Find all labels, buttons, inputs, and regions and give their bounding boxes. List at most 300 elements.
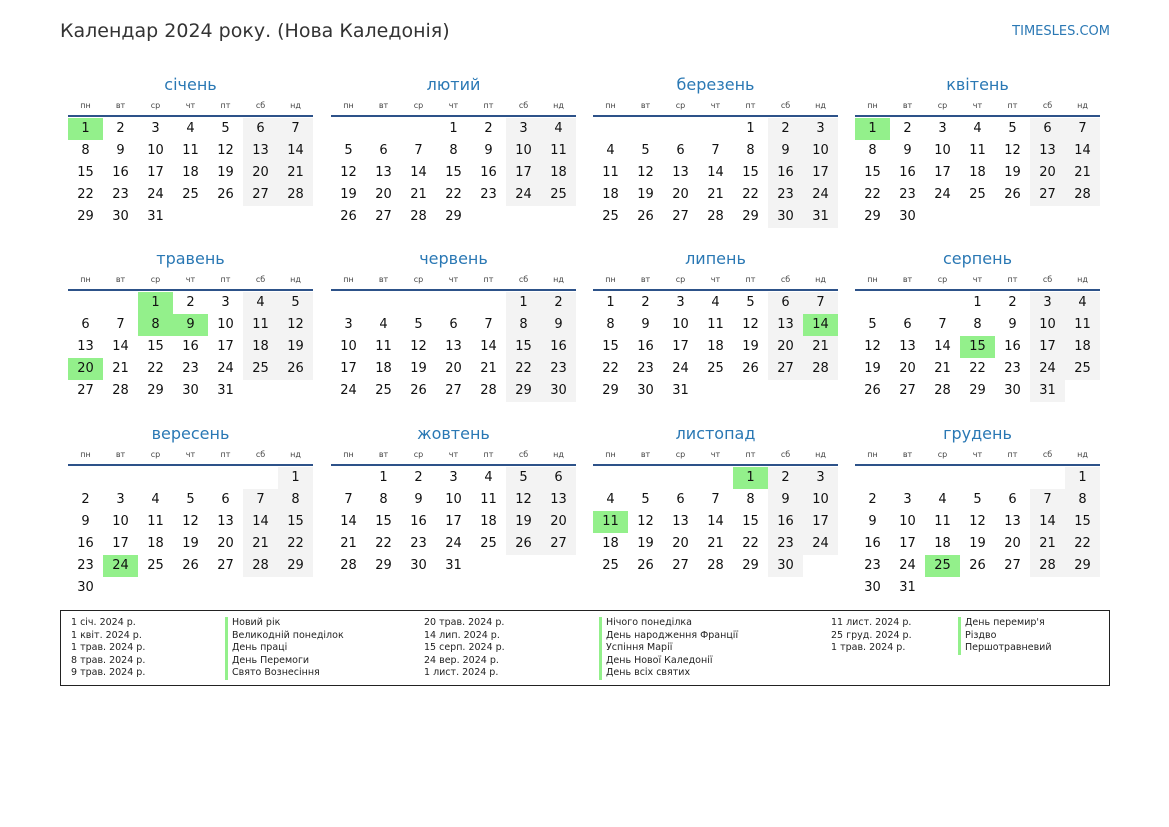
month-name: серпень bbox=[943, 249, 1012, 268]
month-block bbox=[593, 247, 838, 402]
month-name: липень bbox=[685, 249, 746, 268]
day-cell: 31 bbox=[445, 558, 462, 573]
day-cell: 6 bbox=[221, 492, 230, 507]
day-cell: 6 bbox=[243, 118, 278, 140]
day-cell: 1 bbox=[746, 121, 755, 136]
day-cell: 30 bbox=[864, 580, 881, 595]
day-cell: 25 bbox=[1065, 358, 1100, 380]
weekday-label: пт bbox=[745, 101, 756, 110]
day-cell: 26 bbox=[278, 358, 313, 380]
weekday-label: пт bbox=[1007, 275, 1018, 284]
weekday-label: сб bbox=[1042, 450, 1053, 459]
day-cell: 28 bbox=[340, 558, 357, 573]
day-cell: 28 bbox=[243, 555, 278, 577]
day-cell: 9 bbox=[81, 514, 90, 529]
legend-holiday-name: Успіння Марії bbox=[599, 642, 738, 655]
day-cell: 20 bbox=[672, 187, 689, 202]
legend-date: 15 серп. 2024 р. bbox=[424, 642, 505, 654]
day-cell: 1 bbox=[506, 292, 541, 314]
day-cell: 3 bbox=[803, 467, 838, 489]
day-cell: 7 bbox=[1030, 489, 1065, 511]
day-cell: 6 bbox=[1008, 492, 1017, 507]
day-cell: 23 bbox=[864, 558, 881, 573]
day-cell: 14 bbox=[243, 511, 278, 533]
month-block bbox=[331, 73, 576, 228]
weekday-label: чт bbox=[448, 450, 459, 459]
day-cell: 10 bbox=[934, 143, 951, 158]
empty-cell bbox=[243, 467, 278, 489]
day-cell: 15 bbox=[602, 339, 619, 354]
empty-cell bbox=[663, 118, 698, 140]
day-cell: 8 bbox=[746, 492, 755, 507]
empty-cell bbox=[103, 467, 138, 489]
day-cell: 3 bbox=[938, 121, 947, 136]
day-cell: 20 bbox=[899, 361, 916, 376]
legend-holiday-name: Першотравневий bbox=[958, 642, 1052, 655]
day-cell: 8 bbox=[973, 317, 982, 332]
weekday-header bbox=[593, 97, 838, 117]
day-cell: 26 bbox=[864, 383, 881, 398]
day-cell: 6 bbox=[676, 492, 685, 507]
day-cell: 10 bbox=[112, 514, 129, 529]
day-cell: 27 bbox=[1030, 184, 1065, 206]
empty-cell bbox=[960, 467, 995, 489]
empty-cell bbox=[208, 467, 243, 489]
day-cell: 14 bbox=[340, 514, 357, 529]
weekday-label: чт bbox=[972, 275, 983, 284]
day-cell: 10 bbox=[147, 143, 164, 158]
day-cell: 19 bbox=[217, 165, 234, 180]
empty-cell bbox=[593, 118, 628, 140]
day-cell: 20 bbox=[445, 361, 462, 376]
weekday-label: ср bbox=[675, 450, 686, 459]
day-cell: 9 bbox=[116, 143, 125, 158]
day-cell: 29 bbox=[445, 209, 462, 224]
weekday-header bbox=[593, 271, 838, 291]
weekday-header bbox=[331, 97, 576, 117]
day-cell: 29 bbox=[375, 558, 392, 573]
day-cell: 5 bbox=[221, 121, 230, 136]
weekday-label: сб bbox=[1042, 275, 1053, 284]
day-cell: 19 bbox=[506, 511, 541, 533]
day-cell: 12 bbox=[278, 314, 313, 336]
day-cell: 21 bbox=[278, 162, 313, 184]
day-cell: 9 bbox=[414, 492, 423, 507]
day-cell: 24 bbox=[340, 383, 357, 398]
legend-dates-column bbox=[71, 617, 145, 680]
day-cell: 2 bbox=[1008, 295, 1017, 310]
month-name: грудень bbox=[943, 424, 1012, 443]
weekday-label: чт bbox=[972, 450, 983, 459]
day-cell: 30 bbox=[637, 383, 654, 398]
day-cell: 22 bbox=[278, 533, 313, 555]
day-cell: 28 bbox=[410, 209, 427, 224]
empty-cell bbox=[436, 292, 471, 314]
day-cell: 17 bbox=[217, 339, 234, 354]
empty-cell bbox=[698, 118, 733, 140]
day-cell: 23 bbox=[899, 187, 916, 202]
empty-cell bbox=[698, 467, 733, 489]
month-block bbox=[855, 247, 1100, 402]
month-block bbox=[855, 422, 1100, 599]
day-cell: 2 bbox=[81, 492, 90, 507]
day-cell: 11 bbox=[480, 492, 497, 507]
day-cell: 11 bbox=[934, 514, 951, 529]
weekday-label: пн bbox=[343, 450, 354, 459]
day-cell: 16 bbox=[864, 536, 881, 551]
legend-date: 1 квіт. 2024 р. bbox=[71, 629, 142, 641]
day-cell: 17 bbox=[934, 165, 951, 180]
page-title: Календар 2024 року. (Нова Каледонія) bbox=[60, 20, 450, 42]
day-cell: 22 bbox=[742, 536, 759, 551]
month-name: червень bbox=[419, 249, 488, 268]
day-cell: 17 bbox=[899, 536, 916, 551]
day-cell: 21 bbox=[340, 536, 357, 551]
day-cell: 6 bbox=[1030, 118, 1065, 140]
day-cell: 21 bbox=[803, 336, 838, 358]
day-cell: 20 bbox=[375, 187, 392, 202]
day-cell: 11 bbox=[147, 514, 164, 529]
weekday-label: вт bbox=[902, 450, 913, 459]
day-cell: 26 bbox=[410, 383, 427, 398]
holiday-day: 9 bbox=[173, 314, 208, 336]
empty-cell bbox=[855, 292, 890, 314]
day-cell: 25 bbox=[147, 558, 164, 573]
weekday-label: сб bbox=[255, 101, 266, 110]
day-cell: 9 bbox=[868, 514, 877, 529]
weekday-label: нд bbox=[290, 275, 301, 284]
day-cell: 1 bbox=[449, 121, 458, 136]
day-cell: 17 bbox=[445, 514, 462, 529]
empty-cell bbox=[103, 292, 138, 314]
day-cell: 5 bbox=[641, 143, 650, 158]
empty-cell bbox=[366, 118, 401, 140]
weekday-header bbox=[68, 446, 313, 466]
day-cell: 5 bbox=[746, 295, 755, 310]
day-cell: 27 bbox=[217, 558, 234, 573]
month-name: березень bbox=[676, 75, 755, 94]
day-cell: 26 bbox=[1004, 187, 1021, 202]
weekday-label: чт bbox=[185, 275, 196, 284]
empty-cell bbox=[331, 118, 366, 140]
legend-names-column bbox=[958, 617, 1052, 655]
day-cell: 11 bbox=[243, 314, 278, 336]
day-cell: 4 bbox=[711, 295, 720, 310]
day-cell: 13 bbox=[217, 514, 234, 529]
day-cell: 9 bbox=[484, 143, 493, 158]
day-cell: 6 bbox=[676, 143, 685, 158]
day-cell: 9 bbox=[768, 140, 803, 162]
day-cell: 10 bbox=[506, 140, 541, 162]
day-cell: 19 bbox=[864, 361, 881, 376]
weekday-label: вт bbox=[115, 450, 126, 459]
day-cell: 27 bbox=[541, 533, 576, 555]
day-cell: 28 bbox=[934, 383, 951, 398]
day-cell: 21 bbox=[480, 361, 497, 376]
day-cell: 12 bbox=[506, 489, 541, 511]
weekday-label: сб bbox=[780, 275, 791, 284]
day-cell: 16 bbox=[768, 162, 803, 184]
weekday-label: пт bbox=[220, 450, 231, 459]
weekday-header bbox=[855, 271, 1100, 291]
day-cell: 21 bbox=[1030, 533, 1065, 555]
empty-cell bbox=[995, 467, 1030, 489]
day-cell: 7 bbox=[1065, 118, 1100, 140]
day-cell: 14 bbox=[707, 165, 724, 180]
weekday-label: чт bbox=[710, 275, 721, 284]
day-cell: 30 bbox=[410, 558, 427, 573]
month-name: вересень bbox=[151, 424, 230, 443]
day-cell: 18 bbox=[969, 165, 986, 180]
day-cell: 9 bbox=[768, 489, 803, 511]
day-cell: 2 bbox=[116, 121, 125, 136]
day-cell: 27 bbox=[899, 383, 916, 398]
empty-cell bbox=[663, 467, 698, 489]
day-cell: 17 bbox=[803, 162, 838, 184]
day-cell: 10 bbox=[217, 317, 234, 332]
day-cell: 14 bbox=[480, 339, 497, 354]
weekday-label: пн bbox=[867, 101, 878, 110]
weekday-label: чт bbox=[185, 450, 196, 459]
month-name: квітень bbox=[946, 75, 1009, 94]
day-cell: 1 bbox=[1065, 467, 1100, 489]
day-cell: 28 bbox=[1030, 555, 1065, 577]
empty-cell bbox=[401, 292, 436, 314]
day-cell: 4 bbox=[606, 492, 615, 507]
day-cell: 29 bbox=[77, 209, 94, 224]
day-cell: 3 bbox=[903, 492, 912, 507]
day-cell: 31 bbox=[899, 580, 916, 595]
day-cell: 15 bbox=[1065, 511, 1100, 533]
weekday-label: нд bbox=[815, 101, 826, 110]
day-cell: 30 bbox=[182, 383, 199, 398]
month-name: жовтень bbox=[417, 424, 490, 443]
day-cell: 13 bbox=[77, 339, 94, 354]
day-cell: 28 bbox=[480, 383, 497, 398]
day-cell: 27 bbox=[1004, 558, 1021, 573]
day-cell: 28 bbox=[1065, 184, 1100, 206]
legend-holiday-name: День Перемоги bbox=[225, 655, 344, 668]
weekday-label: пт bbox=[220, 275, 231, 284]
day-cell: 22 bbox=[506, 358, 541, 380]
day-cell: 4 bbox=[151, 492, 160, 507]
weekday-label: вт bbox=[378, 275, 389, 284]
day-cell: 15 bbox=[147, 339, 164, 354]
weekday-header bbox=[855, 446, 1100, 466]
day-cell: 18 bbox=[375, 361, 392, 376]
day-cell: 23 bbox=[541, 358, 576, 380]
day-cell: 8 bbox=[746, 143, 755, 158]
day-cell: 24 bbox=[217, 361, 234, 376]
day-cell: 11 bbox=[182, 143, 199, 158]
legend-holiday-name: Свято Вознесіння bbox=[225, 667, 344, 680]
day-cell: 25 bbox=[969, 187, 986, 202]
day-cell: 24 bbox=[506, 184, 541, 206]
day-cell: 5 bbox=[344, 143, 353, 158]
weekday-label: вт bbox=[902, 275, 913, 284]
day-grid bbox=[68, 291, 313, 402]
weekday-label: вт bbox=[640, 450, 651, 459]
day-cell: 14 bbox=[934, 339, 951, 354]
day-cell: 6 bbox=[81, 317, 90, 332]
day-cell: 19 bbox=[742, 339, 759, 354]
weekday-label: нд bbox=[815, 450, 826, 459]
weekday-label: сб bbox=[518, 450, 529, 459]
day-grid bbox=[855, 117, 1100, 228]
day-cell: 14 bbox=[1065, 140, 1100, 162]
legend-date: 1 лист. 2024 р. bbox=[424, 667, 499, 679]
day-cell: 19 bbox=[969, 536, 986, 551]
day-cell: 9 bbox=[903, 143, 912, 158]
day-cell: 16 bbox=[541, 336, 576, 358]
day-cell: 31 bbox=[803, 206, 838, 228]
holiday-day: 14 bbox=[803, 314, 838, 336]
weekday-header bbox=[68, 271, 313, 291]
day-cell: 25 bbox=[541, 184, 576, 206]
day-cell: 17 bbox=[147, 165, 164, 180]
empty-cell bbox=[68, 292, 103, 314]
day-cell: 28 bbox=[278, 184, 313, 206]
legend-date: 1 січ. 2024 р. bbox=[71, 617, 136, 628]
weekday-label: чт bbox=[972, 101, 983, 110]
day-cell: 7 bbox=[414, 143, 423, 158]
day-cell: 20 bbox=[768, 336, 803, 358]
day-cell: 23 bbox=[637, 361, 654, 376]
day-cell: 28 bbox=[707, 209, 724, 224]
day-cell: 8 bbox=[379, 492, 388, 507]
day-cell: 3 bbox=[803, 118, 838, 140]
day-cell: 18 bbox=[602, 536, 619, 551]
day-cell: 4 bbox=[541, 118, 576, 140]
brand-link[interactable]: TIMESLES.COM bbox=[1012, 24, 1110, 39]
day-cell: 12 bbox=[182, 514, 199, 529]
weekday-label: пт bbox=[745, 450, 756, 459]
day-cell: 20 bbox=[243, 162, 278, 184]
day-cell: 12 bbox=[637, 165, 654, 180]
day-cell: 25 bbox=[480, 536, 497, 551]
day-cell: 27 bbox=[243, 184, 278, 206]
day-cell: 13 bbox=[1030, 140, 1065, 162]
day-cell: 21 bbox=[410, 187, 427, 202]
weekday-label: пн bbox=[867, 275, 878, 284]
day-cell: 11 bbox=[541, 140, 576, 162]
day-cell: 24 bbox=[147, 187, 164, 202]
day-cell: 9 bbox=[641, 317, 650, 332]
weekday-label: нд bbox=[553, 450, 564, 459]
day-cell: 3 bbox=[116, 492, 125, 507]
weekday-label: нд bbox=[1077, 101, 1088, 110]
day-cell: 2 bbox=[541, 292, 576, 314]
empty-cell bbox=[173, 467, 208, 489]
month-name: січень bbox=[164, 75, 217, 94]
day-cell: 23 bbox=[768, 533, 803, 555]
day-cell: 18 bbox=[1065, 336, 1100, 358]
day-cell: 16 bbox=[768, 511, 803, 533]
holiday-day: 25 bbox=[925, 555, 960, 577]
day-cell: 8 bbox=[1065, 489, 1100, 511]
legend-date: 9 трав. 2024 р. bbox=[71, 667, 146, 679]
weekday-label: ср bbox=[413, 275, 424, 284]
day-cell: 11 bbox=[375, 339, 392, 354]
day-cell: 15 bbox=[742, 514, 759, 529]
weekday-label: ср bbox=[150, 101, 161, 110]
weekday-label: вт bbox=[378, 450, 389, 459]
weekday-label: нд bbox=[553, 275, 564, 284]
day-cell: 5 bbox=[868, 317, 877, 332]
month-block bbox=[331, 422, 576, 577]
day-cell: 10 bbox=[899, 514, 916, 529]
day-cell: 17 bbox=[672, 339, 689, 354]
day-cell: 19 bbox=[637, 187, 654, 202]
weekday-label: пн bbox=[343, 101, 354, 110]
day-cell: 9 bbox=[541, 314, 576, 336]
day-cell: 18 bbox=[147, 536, 164, 551]
month-block bbox=[68, 422, 313, 599]
day-cell: 27 bbox=[77, 383, 94, 398]
day-cell: 8 bbox=[606, 317, 615, 332]
weekday-label: пн bbox=[605, 275, 616, 284]
legend-holiday-name: День праці bbox=[225, 642, 344, 655]
day-cell: 3 bbox=[344, 317, 353, 332]
day-cell: 18 bbox=[541, 162, 576, 184]
months-grid bbox=[68, 73, 1102, 603]
legend-date: 11 лист. 2024 р. bbox=[831, 617, 912, 628]
day-cell: 13 bbox=[445, 339, 462, 354]
legend-holiday-name: Нічого понеділка bbox=[599, 617, 738, 630]
empty-cell bbox=[331, 467, 366, 489]
weekday-label: пн bbox=[343, 275, 354, 284]
weekday-label: нд bbox=[290, 101, 301, 110]
day-cell: 18 bbox=[182, 165, 199, 180]
day-cell: 30 bbox=[768, 555, 803, 577]
weekday-label: сб bbox=[780, 101, 791, 110]
empty-cell bbox=[925, 467, 960, 489]
day-cell: 3 bbox=[449, 470, 458, 485]
legend-holiday-name: Великодній понеділок bbox=[225, 630, 344, 643]
month-block bbox=[331, 247, 576, 402]
day-cell: 28 bbox=[112, 383, 129, 398]
weekday-label: пн bbox=[605, 101, 616, 110]
day-cell: 16 bbox=[899, 165, 916, 180]
day-cell: 19 bbox=[637, 536, 654, 551]
weekday-label: чт bbox=[710, 450, 721, 459]
empty-cell bbox=[855, 467, 890, 489]
weekday-label: пт bbox=[483, 450, 494, 459]
day-cell: 5 bbox=[278, 292, 313, 314]
empty-cell bbox=[628, 118, 663, 140]
day-cell: 15 bbox=[506, 336, 541, 358]
day-cell: 16 bbox=[77, 536, 94, 551]
empty-cell bbox=[401, 118, 436, 140]
empty-cell bbox=[890, 467, 925, 489]
day-cell: 29 bbox=[602, 383, 619, 398]
day-cell: 2 bbox=[903, 121, 912, 136]
day-cell: 22 bbox=[1065, 533, 1100, 555]
weekday-header bbox=[593, 446, 838, 466]
day-cell: 27 bbox=[672, 558, 689, 573]
day-cell: 26 bbox=[637, 558, 654, 573]
empty-cell bbox=[138, 467, 173, 489]
weekday-label: пн bbox=[80, 450, 91, 459]
day-grid bbox=[593, 117, 838, 228]
day-cell: 16 bbox=[637, 339, 654, 354]
day-cell: 13 bbox=[243, 140, 278, 162]
holiday-day: 1 bbox=[68, 118, 103, 140]
day-cell: 13 bbox=[768, 314, 803, 336]
day-cell: 7 bbox=[938, 317, 947, 332]
weekday-label: чт bbox=[448, 101, 459, 110]
day-cell: 15 bbox=[77, 165, 94, 180]
